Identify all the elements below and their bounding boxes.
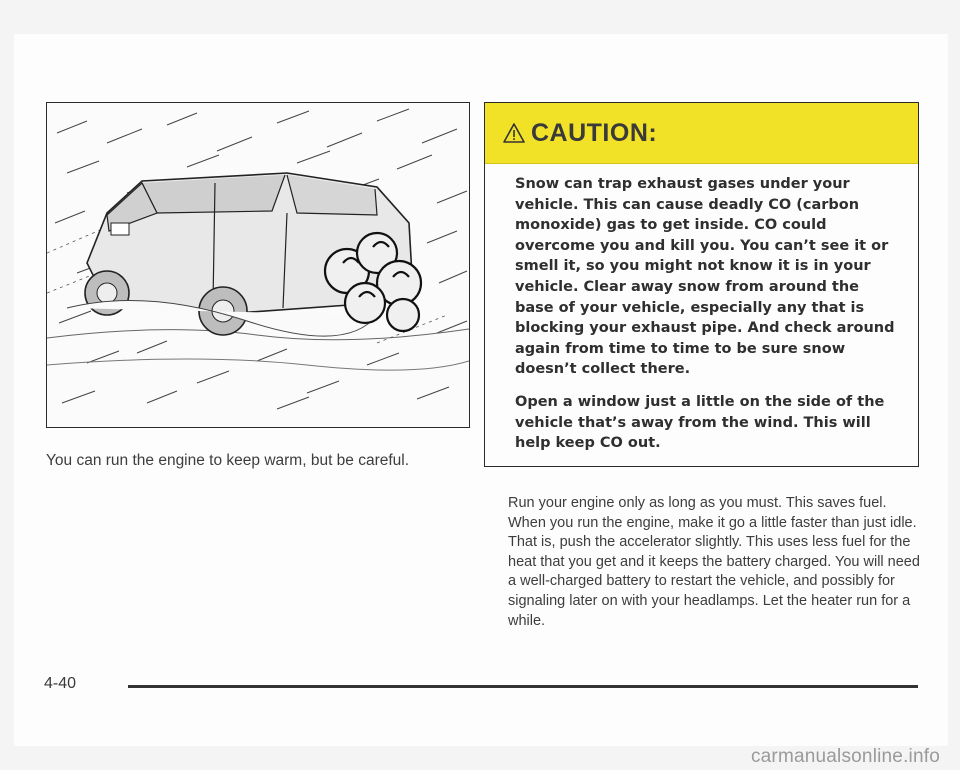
body-text	[508, 494, 924, 631]
caution-body	[485, 164, 918, 454]
site-watermark: carmanualsonline.info	[750, 746, 940, 767]
caution-title: CAUTION:	[531, 118, 658, 147]
caution-paragraph: Open a window just a little on the side of the vehicle that’s away from the wind. This will help keep CO out.	[515, 393, 885, 452]
caution-paragraph: Snow can trap exhaust gases under your vehicle. This can cause deadly CO (carbon monoxide) gas to get inside. CO could overcome you and kill you. You can’t see it or smell it, so you might not know it is in your vehicle. Clear away snow from around the base of your vehicle, especially any that is blocking your exhaust pipe. And check around again from time to time to be sure snow doesn’t collect there.	[515, 176, 895, 378]
caution-header	[485, 103, 918, 164]
warning-triangle-icon	[503, 122, 525, 144]
suv-in-snow-illustration	[46, 102, 470, 428]
illustration-caption: You can run the engine to keep warm, but be careful.	[46, 452, 410, 469]
footer-divider	[128, 685, 918, 688]
page-number: 4-40	[44, 675, 77, 692]
body-paragraph: Run your engine only as long as you must. This saves fuel. When you run the engine, make it go a little faster than just idle. That is, push the accelerator slightly. This uses less fuel for the heat that you get and it keeps the battery charged. You will need a well-charged battery to restart the vehicle, and possibly for signaling later on with your headlamps. Let the heater run for a while.	[508, 495, 920, 629]
caution-box	[484, 102, 919, 467]
snow-scene-graphic	[47, 103, 469, 427]
